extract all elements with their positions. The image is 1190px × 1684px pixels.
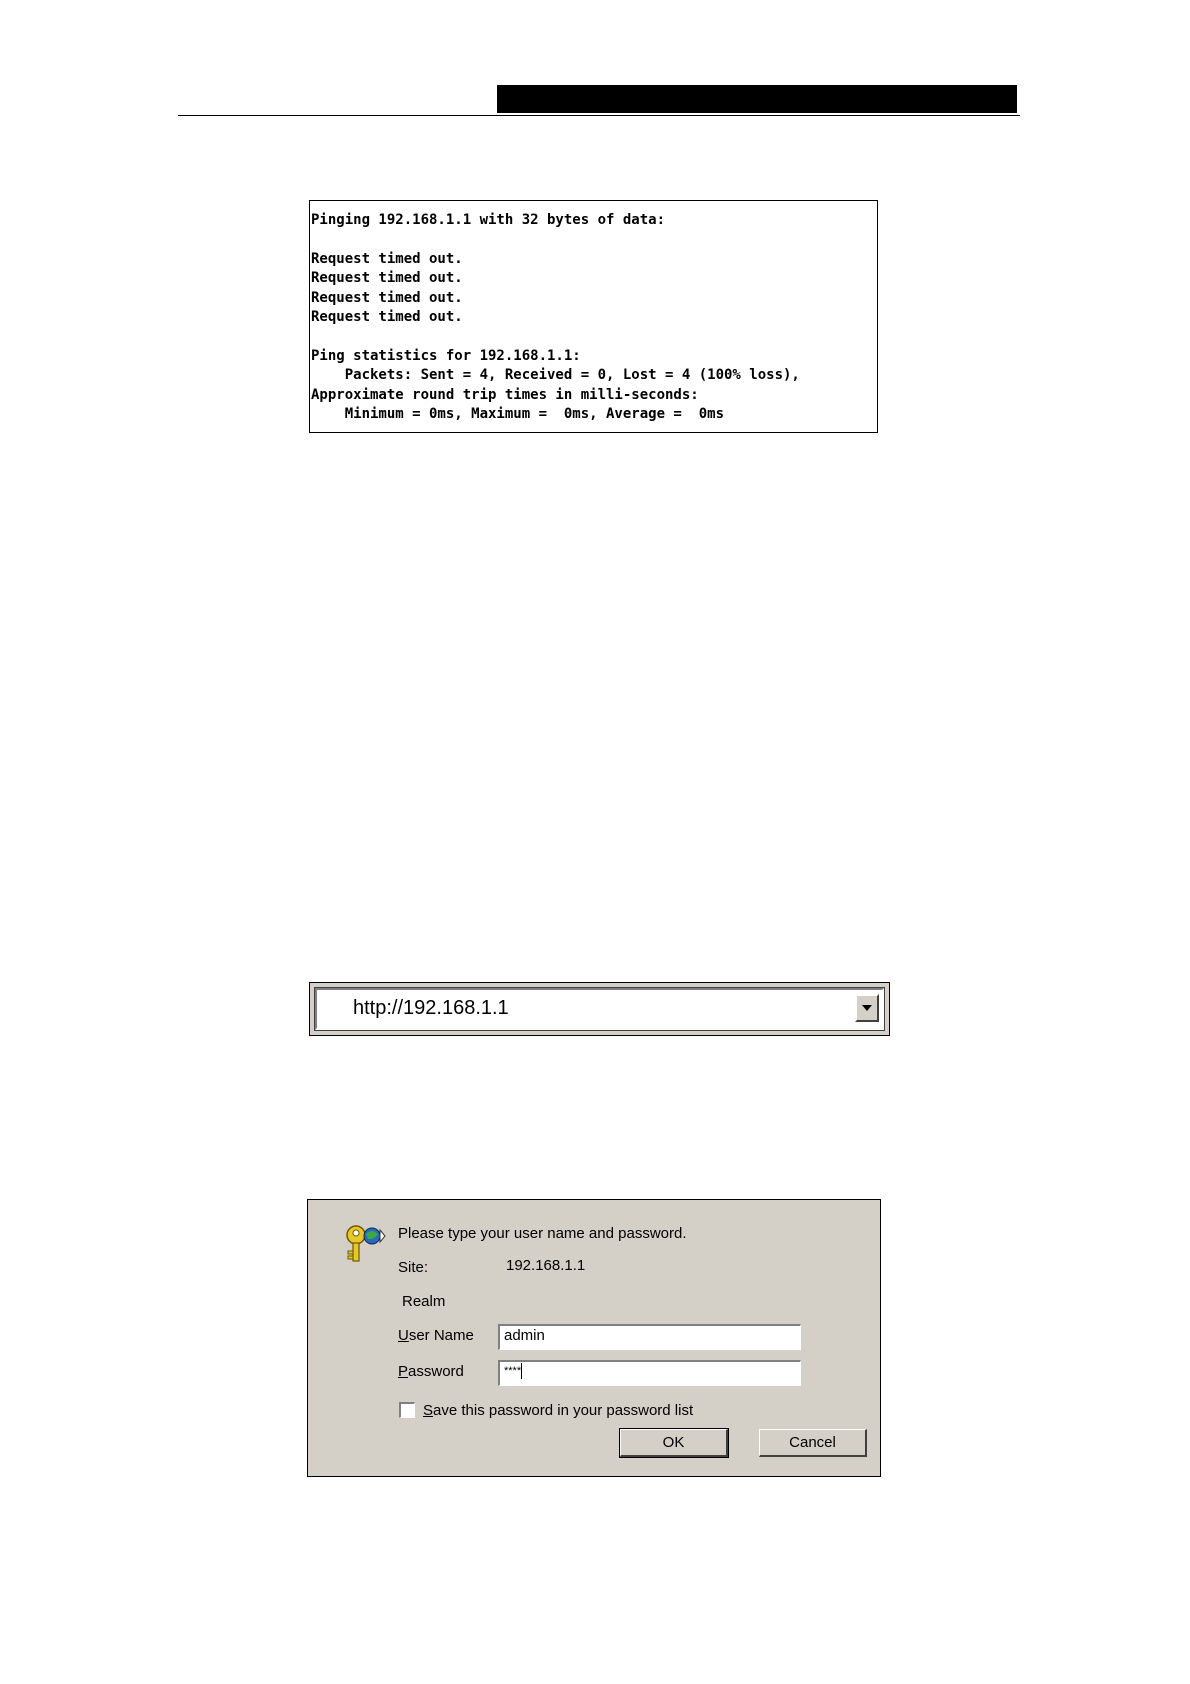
header-rule [178,115,1020,116]
password-value: **** [504,1365,522,1377]
site-value: 192.168.1.1 [506,1257,586,1274]
password-label [398,1363,464,1380]
header-bar [497,85,1017,113]
username-value: admin [504,1327,545,1344]
chevron-down-icon [861,1004,873,1012]
key-icon [340,1222,386,1264]
ok-button[interactable]: OK [620,1429,728,1457]
realm-label: Realm [402,1293,446,1310]
ping-line: Packets: Sent = 4, Received = 0, Lost = 4 (100% loss), [311,367,800,384]
password-label-accesskey: P [398,1363,409,1380]
save-password-checkbox[interactable] [399,1402,415,1418]
ping-line: Request timed out. [311,250,463,267]
ping-line: Pinging 192.168.1.1 with 32 bytes of data: [311,212,666,228]
password-label-text: assword [408,1363,464,1380]
login-dialog [307,1199,881,1477]
cancel-button[interactable]: Cancel [759,1429,867,1457]
address-input[interactable] [315,988,884,1030]
save-password-text: ave this password in your password list [433,1402,694,1419]
ping-console-output [309,200,878,433]
text-caret [521,1363,522,1379]
password-input[interactable] [498,1360,801,1386]
ping-line [311,230,877,249]
ping-line: Ping statistics for 192.168.1.1: [311,347,581,364]
ping-line [311,327,877,346]
address-url: http://192.168.1.1 [353,997,509,1019]
ping-line: Request timed out. [311,308,463,325]
username-label-text: ser Name [408,1327,474,1344]
ping-line: Request timed out. [311,289,463,306]
login-prompt: Please type your user name and password. [398,1225,687,1242]
save-password-label[interactable] [423,1402,693,1419]
site-label: Site: [398,1259,429,1276]
username-label-accesskey: U [398,1327,409,1344]
address-bar [309,982,890,1036]
ping-line: Approximate round trip times in milli-seconds: [311,386,699,403]
ping-line: Request timed out. [311,270,463,287]
username-label [398,1327,474,1344]
username-input[interactable] [498,1324,801,1350]
ping-line: Minimum = 0ms, Maximum = 0ms, Average = 0ms [311,405,725,422]
save-password-accesskey: S [423,1402,434,1419]
address-dropdown-button[interactable] [855,994,879,1022]
